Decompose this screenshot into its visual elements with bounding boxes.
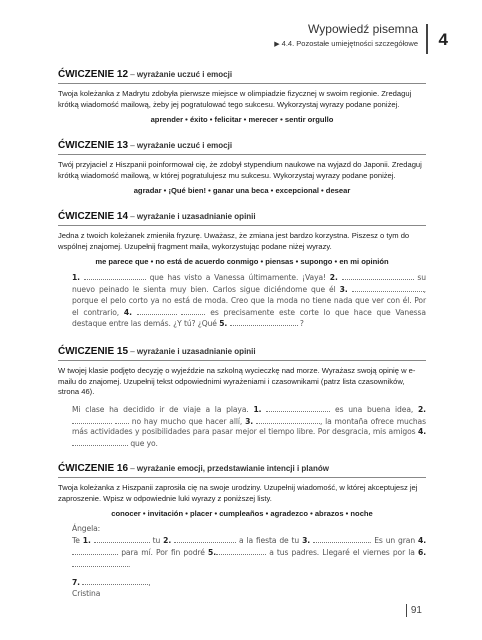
exercise-15-task: W twojej klasie podjęto decyzję o wyjeździe na szkolną wycieczkę nad morze. Wyrażasz swoją opinię w e-mailu do znajomej. Uzupełnij tekst odpowiednimi wyrażeniami i czasownikami (patrz lista czasowników, strona 46). [58,366,416,397]
gap-number: 4. [418,535,426,545]
exercise-label: ĆWICZENIE 13 [58,140,129,151]
text-fragment: Mi clase ha decidido ir de viaje a la playa. [72,404,249,414]
gap-blank[interactable] [352,284,424,292]
exercise-13 [58,140,426,195]
gap-number: 2. [329,273,338,283]
exercise-topic: wyrażanie uczuć i emocji [136,70,233,79]
gap-blank[interactable] [137,307,177,315]
gap-number: 5. [208,547,216,557]
page-header [210,22,460,56]
gap-blank[interactable] [82,577,151,588]
exercise-15-title: ĆWICZENIE 15 – wyrażanie i uzasadnianie opinii [58,346,426,361]
text-fragment: tu [152,535,161,545]
exercise-16-task: Twoja koleżanka z Hiszpanii zaprosiła cię na swoje urodziny. Uzupełnij wiadomość, w której akceptujesz jej zaproszenie. Wpisz w odpowiednie luki wyrazy z poniższej listy. [58,483,418,503]
gap-blank[interactable] [72,416,112,424]
letter-signature: Cristina [72,589,101,599]
triangle-right-icon: ▶ [274,41,280,48]
exercise-topic: wyrażanie emocji, przedstawianie intencji i planów [136,464,329,473]
text-fragment: su nuevo peinado le sienta muy bien. Carlos sigue diciéndome que él [72,273,426,294]
gap-number: 1. [72,273,80,283]
gap-blank-continuation[interactable] [181,307,205,315]
exercise-topic: wyrażanie i uzasadnianie opinii [136,347,256,356]
gap-blank[interactable] [72,559,131,569]
exercise-14-task: Jedna z twoich koleżanek zmieniła fryzurę. Uważasz, że zmiana jest bardzo korzystna. Piszesz o tym do wspólnej znajomej. Uzupełnij fragment maila, wykorzystując podane niżej wyrazy. [58,231,410,251]
text-fragment: . [128,559,131,569]
gap-blank[interactable] [216,547,266,555]
exercise-14 [58,211,426,330]
text-fragment: para mí. Por fin podré [121,547,205,557]
gap-number: 6. [418,547,426,557]
exercise-15 [58,346,426,450]
gap-number: 1. [253,404,262,414]
gap-blank[interactable] [84,272,146,280]
text-fragment: , [148,578,151,588]
page-number-divider [406,604,407,617]
exercise-14-title: ĆWICZENIE 14 – wyrażanie i uzasadnianie opinii [58,211,426,226]
page-number-text: 91 [410,605,422,617]
letter-closing [72,577,426,589]
exercise-16-title: ĆWICZENIE 16 – wyrażanie emocji, przedstawianie intencji i planów [58,463,426,478]
gap-number: 4. [123,307,132,317]
gap-blank[interactable] [266,404,330,412]
page-number [406,604,422,617]
header-title: Wypowiedź pisemna [308,22,418,36]
header-divider [426,24,428,54]
text-fragment: , la montaña ofrece muchas más actividades y posibilidades para pasar mejor el tiempo libre. Por desgracia, mis amigos [72,416,426,437]
text-fragment: no hay mucho que hacer allí, [131,416,243,426]
gap-number: 3. [245,416,254,426]
exercise-16 [58,463,426,600]
exercise-12 [58,69,426,124]
gap-blank[interactable] [342,272,414,280]
header-subtitle [274,39,418,48]
exercise-13-task: Twój przyjaciel z Hiszpanii poinformował cię, że zdobył stypendium naukowe na wyjazd do Japonii. Zredaguj krótką wiadomość mailową, w której pogratulujesz mu sukcesu. Wykorzystaj wyrazy podane poniżej. [58,160,422,180]
exercise-topic: wyrażanie i uzasadnianie opinii [136,212,256,221]
gap-blank[interactable] [94,535,150,543]
gap-blank[interactable] [313,535,369,543]
exercise-label: ĆWICZENIE 16 [58,463,129,474]
gap-number: 7. [72,578,80,588]
gap-number: 5. [219,319,228,329]
letter-greeting: Ángela: [72,524,101,534]
gap-blank[interactable] [72,438,128,446]
gap-blank[interactable] [256,416,320,424]
text-fragment: , porque el pelo corto ya no está de moda. Creo que la moda no tiene nada que ver con él. Por el contrario, [72,284,426,317]
gap-blank-continuation[interactable] [115,416,129,424]
exercise-14-text [58,272,426,330]
gap-number: 1. [82,535,91,545]
exercise-14-word-bank: me parece que • no está de acuerdo conmigo • piensas • supongo • en mi opinión [95,257,389,267]
exercise-12-task: Twoja koleżanka z Madrytu zdobyła pierwsze miejsce w olimpiadzie fizycznej w swoim regionie. Zredaguj krótką wiadomość mailową, żeby jej pogratulować tego sukcesu. Wykorzystaj wyrazy podane poniżej. [58,89,412,109]
exercise-label: ĆWICZENIE 15 [58,346,129,357]
exercise-13-word-bank: agradar • ¡Qué bien! • ganar una beca • excepcional • desear [133,186,351,196]
gap-blank[interactable] [174,535,236,543]
exercise-13-title: ĆWICZENIE 13 – wyrażanie uczuć i emocji [58,140,426,155]
exercise-label: ĆWICZENIE 12 [58,69,129,80]
text-fragment: a la fiesta de tu [238,535,300,545]
text-fragment: Te [72,535,80,545]
text-fragment: a tus padres. Llegaré el viernes por la [269,547,415,557]
exercise-12-title: ĆWICZENIE 12 – wyrażanie uczuć i emocji [58,69,426,84]
text-fragment: ? [299,319,304,329]
gap-blank[interactable] [72,547,118,555]
gap-number: 3. [339,284,348,294]
header-subtitle-text: 4.4. Pozostałe umiejętności szczegółowe [281,39,418,48]
text-fragment: . Es un gran [368,535,416,545]
text-fragment: que yo. [130,439,158,449]
gap-number: 2. [163,535,172,545]
gap-number: 4. [418,427,426,437]
text-fragment: que has visto a Vanessa últimamente. ¡Vaya! [149,273,326,283]
text-fragment: es precisamente este corte lo que hace que Vanessa destaque entre las demás. ¿Y tú? ¿Qué [72,307,426,329]
exercise-16-letter [58,524,426,600]
gap-blank[interactable] [230,318,298,326]
exercise-15-text [58,404,426,450]
exercise-12-word-bank: aprender • éxito • felicitar • merecer • sentir orgullo [150,115,334,125]
gap-number: 3. [302,535,311,545]
exercise-16-word-bank: conocer • invitación • placer • cumpleaños • agradezco • abrazos • noche [111,509,373,519]
chapter-number: 4 [438,30,448,49]
exercise-topic: wyrażanie uczuć i emocji [136,141,233,150]
exercise-label: ĆWICZENIE 14 [58,211,129,222]
gap-number: 2. [417,404,426,414]
text-fragment: es una buena idea, [335,404,414,414]
